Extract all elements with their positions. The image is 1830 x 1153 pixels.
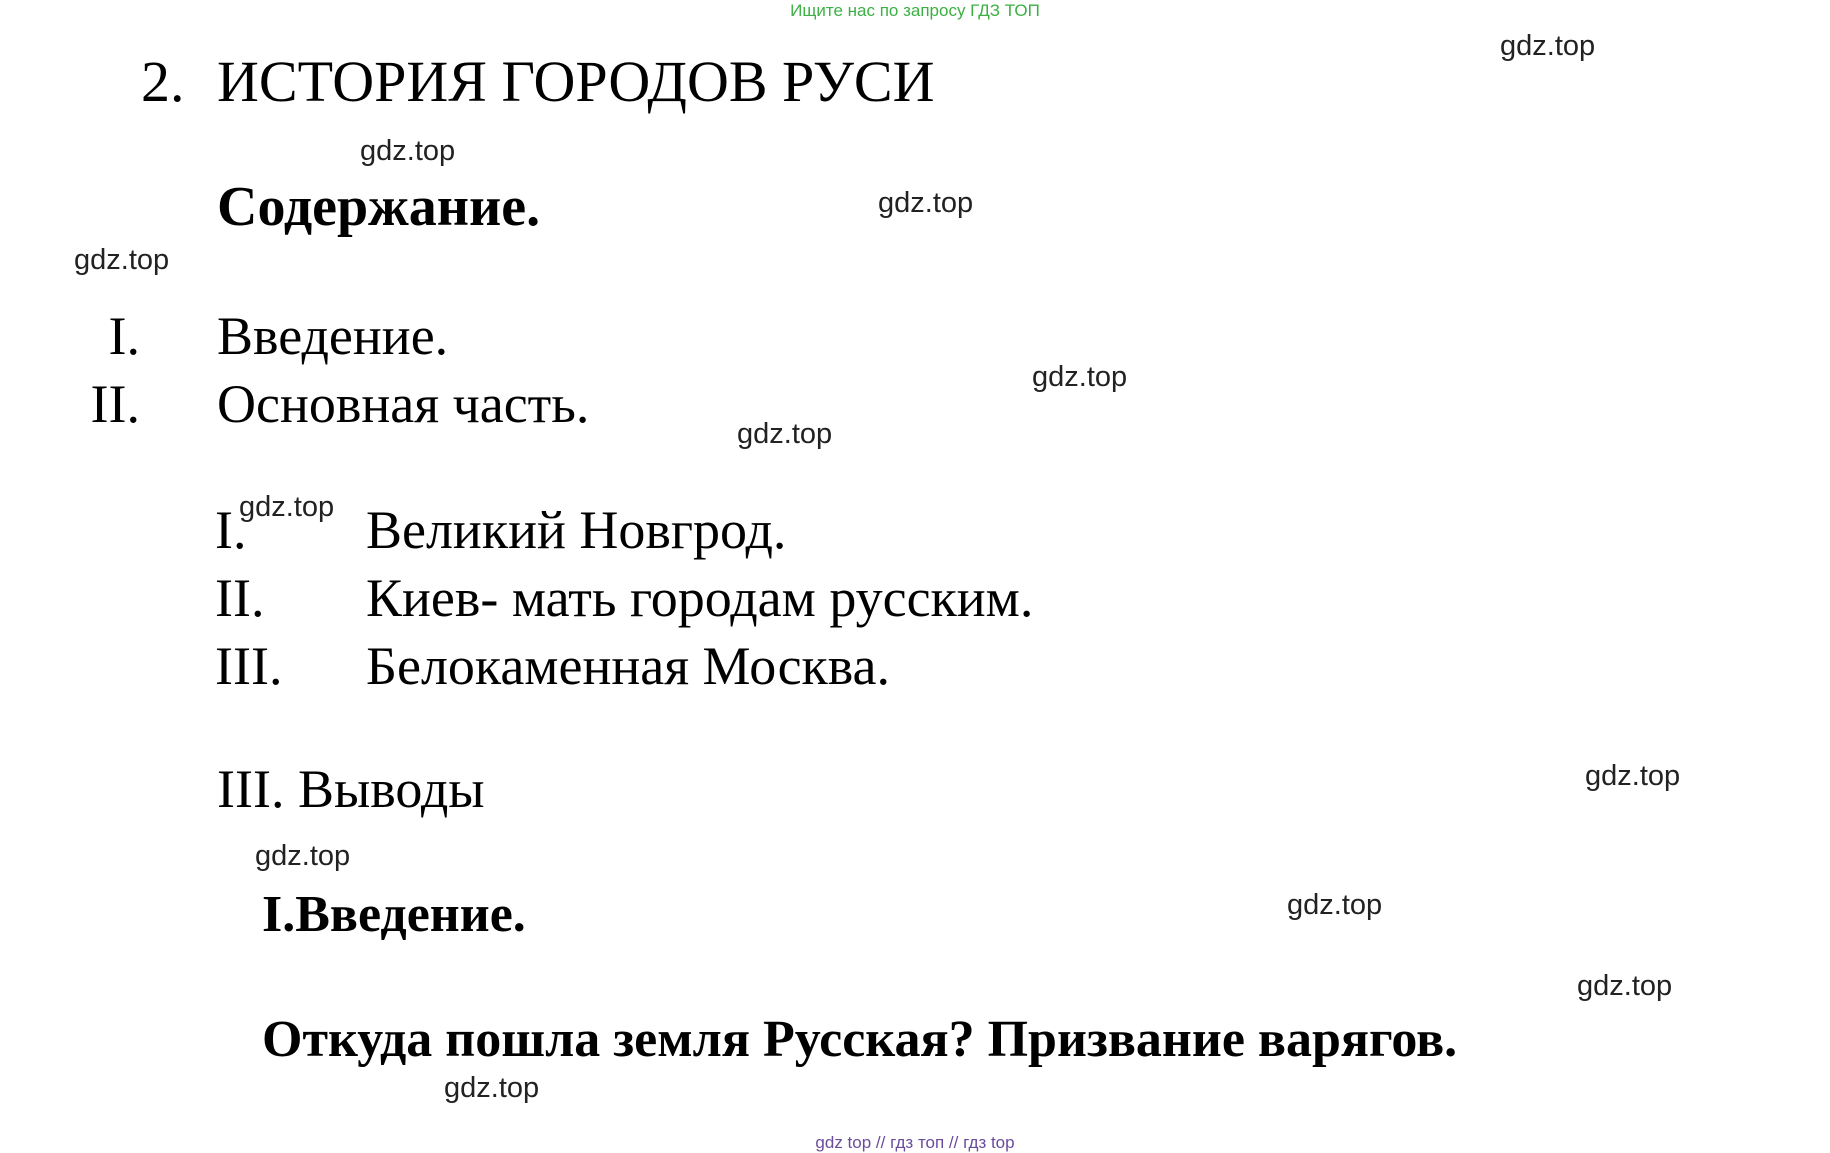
watermark: gdz.top	[255, 840, 351, 872]
watermark: gdz.top	[1032, 361, 1128, 393]
footer-links: gdz top // гдз топ // гдз top	[815, 1133, 1015, 1152]
contents-heading: Содержание.	[217, 176, 541, 238]
watermark: gdz.top	[1500, 30, 1596, 62]
watermark: gdz.top	[360, 135, 456, 167]
watermark: gdz.top	[239, 491, 335, 523]
subsection-label: Белокаменная Москва.	[366, 636, 891, 696]
document-title	[0, 48, 1830, 118]
subsection-label: Великий Новгрод.	[366, 500, 787, 560]
section-question-heading: Откуда пошла земля Русская? Призвание варягов.	[262, 1011, 1458, 1068]
conclusions-item: III. Выводы	[217, 759, 485, 819]
toc-item	[0, 305, 1000, 369]
subsection-roman: III.	[215, 636, 283, 696]
title-text: ИСТОРИЯ ГОРОДОВ РУСИ	[217, 49, 935, 114]
watermark: gdz.top	[1585, 760, 1681, 792]
watermark: gdz.top	[737, 418, 833, 450]
watermark: gdz.top	[1577, 970, 1673, 1002]
toc-roman: I.	[108, 306, 140, 366]
subsection-roman: I.	[215, 500, 247, 560]
subsection-item	[0, 635, 1300, 699]
toc-item	[0, 373, 1000, 437]
introduction-heading: I.Введение.	[262, 886, 526, 943]
watermark: gdz.top	[74, 244, 170, 276]
top-banner: Ищите нас по запросу ГДЗ ТОП	[790, 1, 1040, 20]
title-number: 2.	[141, 49, 185, 114]
subsection-item	[0, 567, 1300, 631]
toc-roman: II.	[90, 374, 140, 434]
toc-label: Основная часть.	[217, 374, 590, 434]
watermark: gdz.top	[444, 1072, 540, 1104]
watermark: gdz.top	[878, 187, 974, 219]
watermark: gdz.top	[1287, 889, 1383, 921]
toc-label: Введение.	[217, 306, 449, 366]
subsection-item	[0, 499, 1300, 563]
subsection-roman: II.	[215, 568, 265, 628]
subsection-label: Киев- мать городам русским.	[366, 568, 1034, 628]
